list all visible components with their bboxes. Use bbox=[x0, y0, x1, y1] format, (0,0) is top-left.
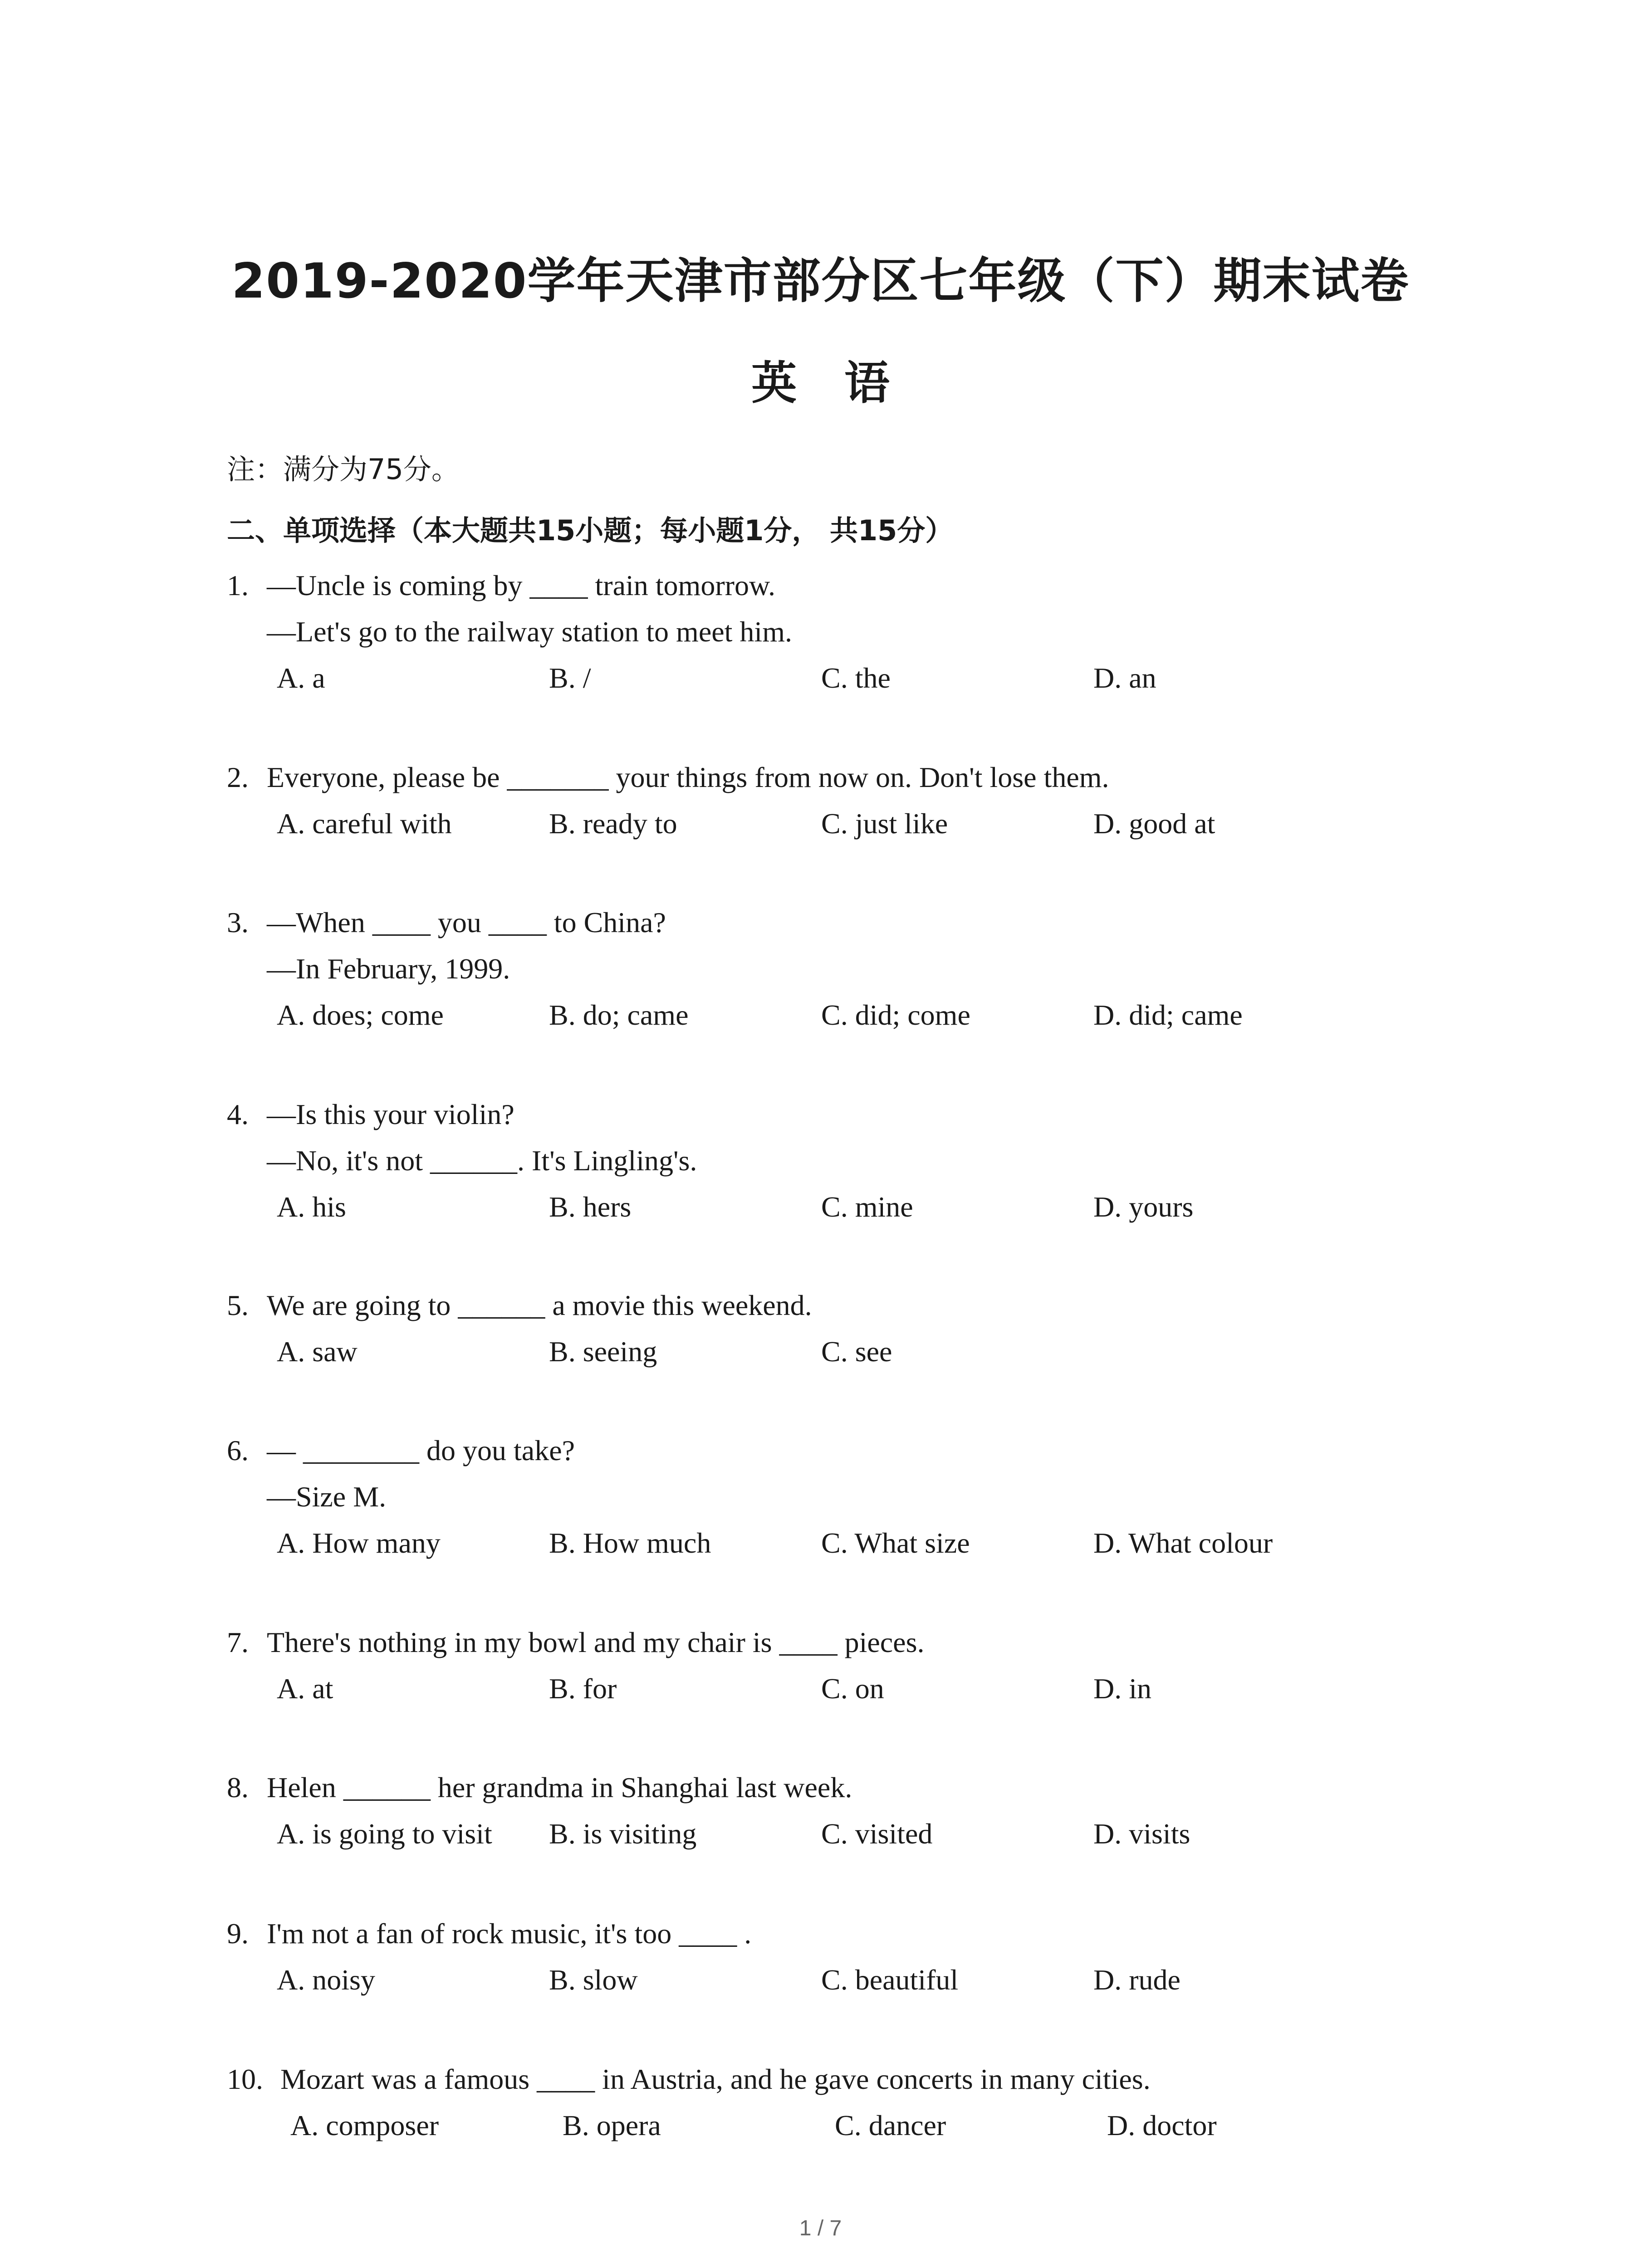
option-b: B. How much bbox=[549, 1527, 711, 1559]
question-number: 6. bbox=[227, 1434, 249, 1466]
options-row bbox=[227, 992, 1452, 1038]
page-number: 1 / 7 bbox=[799, 2216, 842, 2240]
option-b: B. ready to bbox=[549, 807, 677, 840]
option-c: C. just like bbox=[821, 807, 948, 840]
question-6 bbox=[227, 1427, 1452, 1566]
option-b: B. slow bbox=[549, 1964, 638, 1996]
option-c: C. the bbox=[821, 662, 891, 694]
question-stem-line: —No, it's not ______. It's Lingling's. bbox=[267, 1144, 697, 1177]
question-number: 1. bbox=[227, 569, 249, 601]
question-stem: Mozart was a famous ____ in Austria, and he gave concerts in many cities. bbox=[280, 2063, 1151, 2095]
option-d: D. good at bbox=[1093, 807, 1215, 840]
option-a: A. How many bbox=[277, 1527, 441, 1559]
question-number: 8. bbox=[227, 1771, 249, 1804]
question-stem-line: —Let's go to the railway station to meet him. bbox=[267, 616, 792, 648]
question-stem: I'm not a fan of rock music, it's too ____ . bbox=[267, 1917, 752, 1950]
question-number: 10. bbox=[227, 2063, 263, 2095]
option-c: C. What size bbox=[821, 1527, 970, 1559]
question-number: 3. bbox=[227, 906, 249, 938]
option-d: D. visits bbox=[1093, 1818, 1190, 1850]
exam-subject: 英 语 bbox=[751, 357, 890, 410]
question-stem-line: —In February, 1999. bbox=[267, 953, 510, 985]
option-b: B. / bbox=[549, 662, 591, 694]
option-d: D. yours bbox=[1093, 1191, 1194, 1223]
question-3 bbox=[227, 899, 1452, 1038]
option-b: B. is visiting bbox=[549, 1818, 697, 1850]
question-9 bbox=[227, 1911, 1452, 2003]
options-row bbox=[227, 1666, 1452, 1712]
option-a: A. is going to visit bbox=[277, 1818, 492, 1850]
option-a: A. a bbox=[277, 662, 325, 694]
question-number: 2. bbox=[227, 761, 249, 793]
option-b: B. seeing bbox=[549, 1335, 657, 1368]
question-number: 7. bbox=[227, 1626, 249, 1658]
question-stem: —Uncle is coming by ____ train tomorrow. bbox=[267, 569, 775, 601]
question-stem: —Is this your violin? bbox=[267, 1098, 514, 1130]
option-a: A. does; come bbox=[277, 999, 444, 1031]
option-a: A. at bbox=[277, 1672, 333, 1705]
option-c: C. beautiful bbox=[821, 1964, 959, 1996]
options-row bbox=[227, 1811, 1452, 1857]
options-row bbox=[227, 655, 1452, 701]
option-d: D. in bbox=[1093, 1672, 1151, 1705]
option-c: C. mine bbox=[821, 1191, 913, 1223]
question-2 bbox=[227, 754, 1452, 847]
options-row bbox=[227, 2102, 1452, 2149]
option-c: C. did; come bbox=[821, 999, 970, 1031]
question-5 bbox=[227, 1282, 1452, 1375]
question-stem: We are going to ______ a movie this weekend. bbox=[267, 1289, 812, 1321]
option-c: C. visited bbox=[821, 1818, 933, 1850]
question-stem: There's nothing in my bowl and my chair is ____ pieces. bbox=[267, 1626, 925, 1658]
option-d: D. did; came bbox=[1093, 999, 1243, 1031]
option-a: A. his bbox=[277, 1191, 346, 1223]
options-row bbox=[227, 1184, 1452, 1230]
option-c: C. see bbox=[821, 1335, 892, 1368]
option-d: D. rude bbox=[1093, 1964, 1181, 1996]
question-stem: Helen ______ her grandma in Shanghai last week. bbox=[267, 1771, 852, 1804]
option-b: B. hers bbox=[549, 1191, 632, 1223]
option-c: C. dancer bbox=[835, 2109, 946, 2141]
question-stem-line: —Size M. bbox=[267, 1481, 387, 1513]
question-7 bbox=[227, 1619, 1452, 1712]
option-d: D. doctor bbox=[1107, 2109, 1217, 2141]
option-a: A. saw bbox=[277, 1335, 358, 1368]
question-stem: —When ____ you ____ to China? bbox=[267, 906, 666, 938]
question-number: 4. bbox=[227, 1098, 249, 1130]
question-4 bbox=[227, 1091, 1452, 1230]
option-c: C. on bbox=[821, 1672, 884, 1705]
score-note: 注：满分为75分。 bbox=[227, 453, 460, 486]
option-d: D. What colour bbox=[1093, 1527, 1273, 1559]
option-a: A. noisy bbox=[277, 1964, 375, 1996]
options-row bbox=[227, 1520, 1452, 1566]
question-stem: Everyone, please be _______ your things from now on. Don't lose them. bbox=[267, 761, 1109, 793]
option-a: A. careful with bbox=[277, 807, 452, 840]
question-8 bbox=[227, 1765, 1452, 1857]
option-b: B. for bbox=[549, 1672, 617, 1705]
question-number: 5. bbox=[227, 1289, 249, 1321]
options-row bbox=[227, 801, 1452, 847]
exam-title: 2019-2020学年天津市部分区七年级（下）期末试卷 bbox=[231, 253, 1410, 309]
question-number: 9. bbox=[227, 1917, 249, 1950]
question-1 bbox=[227, 562, 1452, 701]
option-b: B. do; came bbox=[549, 999, 689, 1031]
question-10 bbox=[227, 2056, 1452, 2149]
options-row bbox=[227, 1329, 1452, 1375]
options-row bbox=[227, 1957, 1452, 2003]
question-stem: — ________ do you take? bbox=[267, 1434, 575, 1466]
section-title: 二、单项选择（本大题共15小题；每小题1分， 共15分） bbox=[227, 514, 954, 547]
option-d: D. an bbox=[1093, 662, 1156, 694]
option-b: B. opera bbox=[563, 2109, 661, 2141]
option-a: A. composer bbox=[290, 2109, 439, 2141]
